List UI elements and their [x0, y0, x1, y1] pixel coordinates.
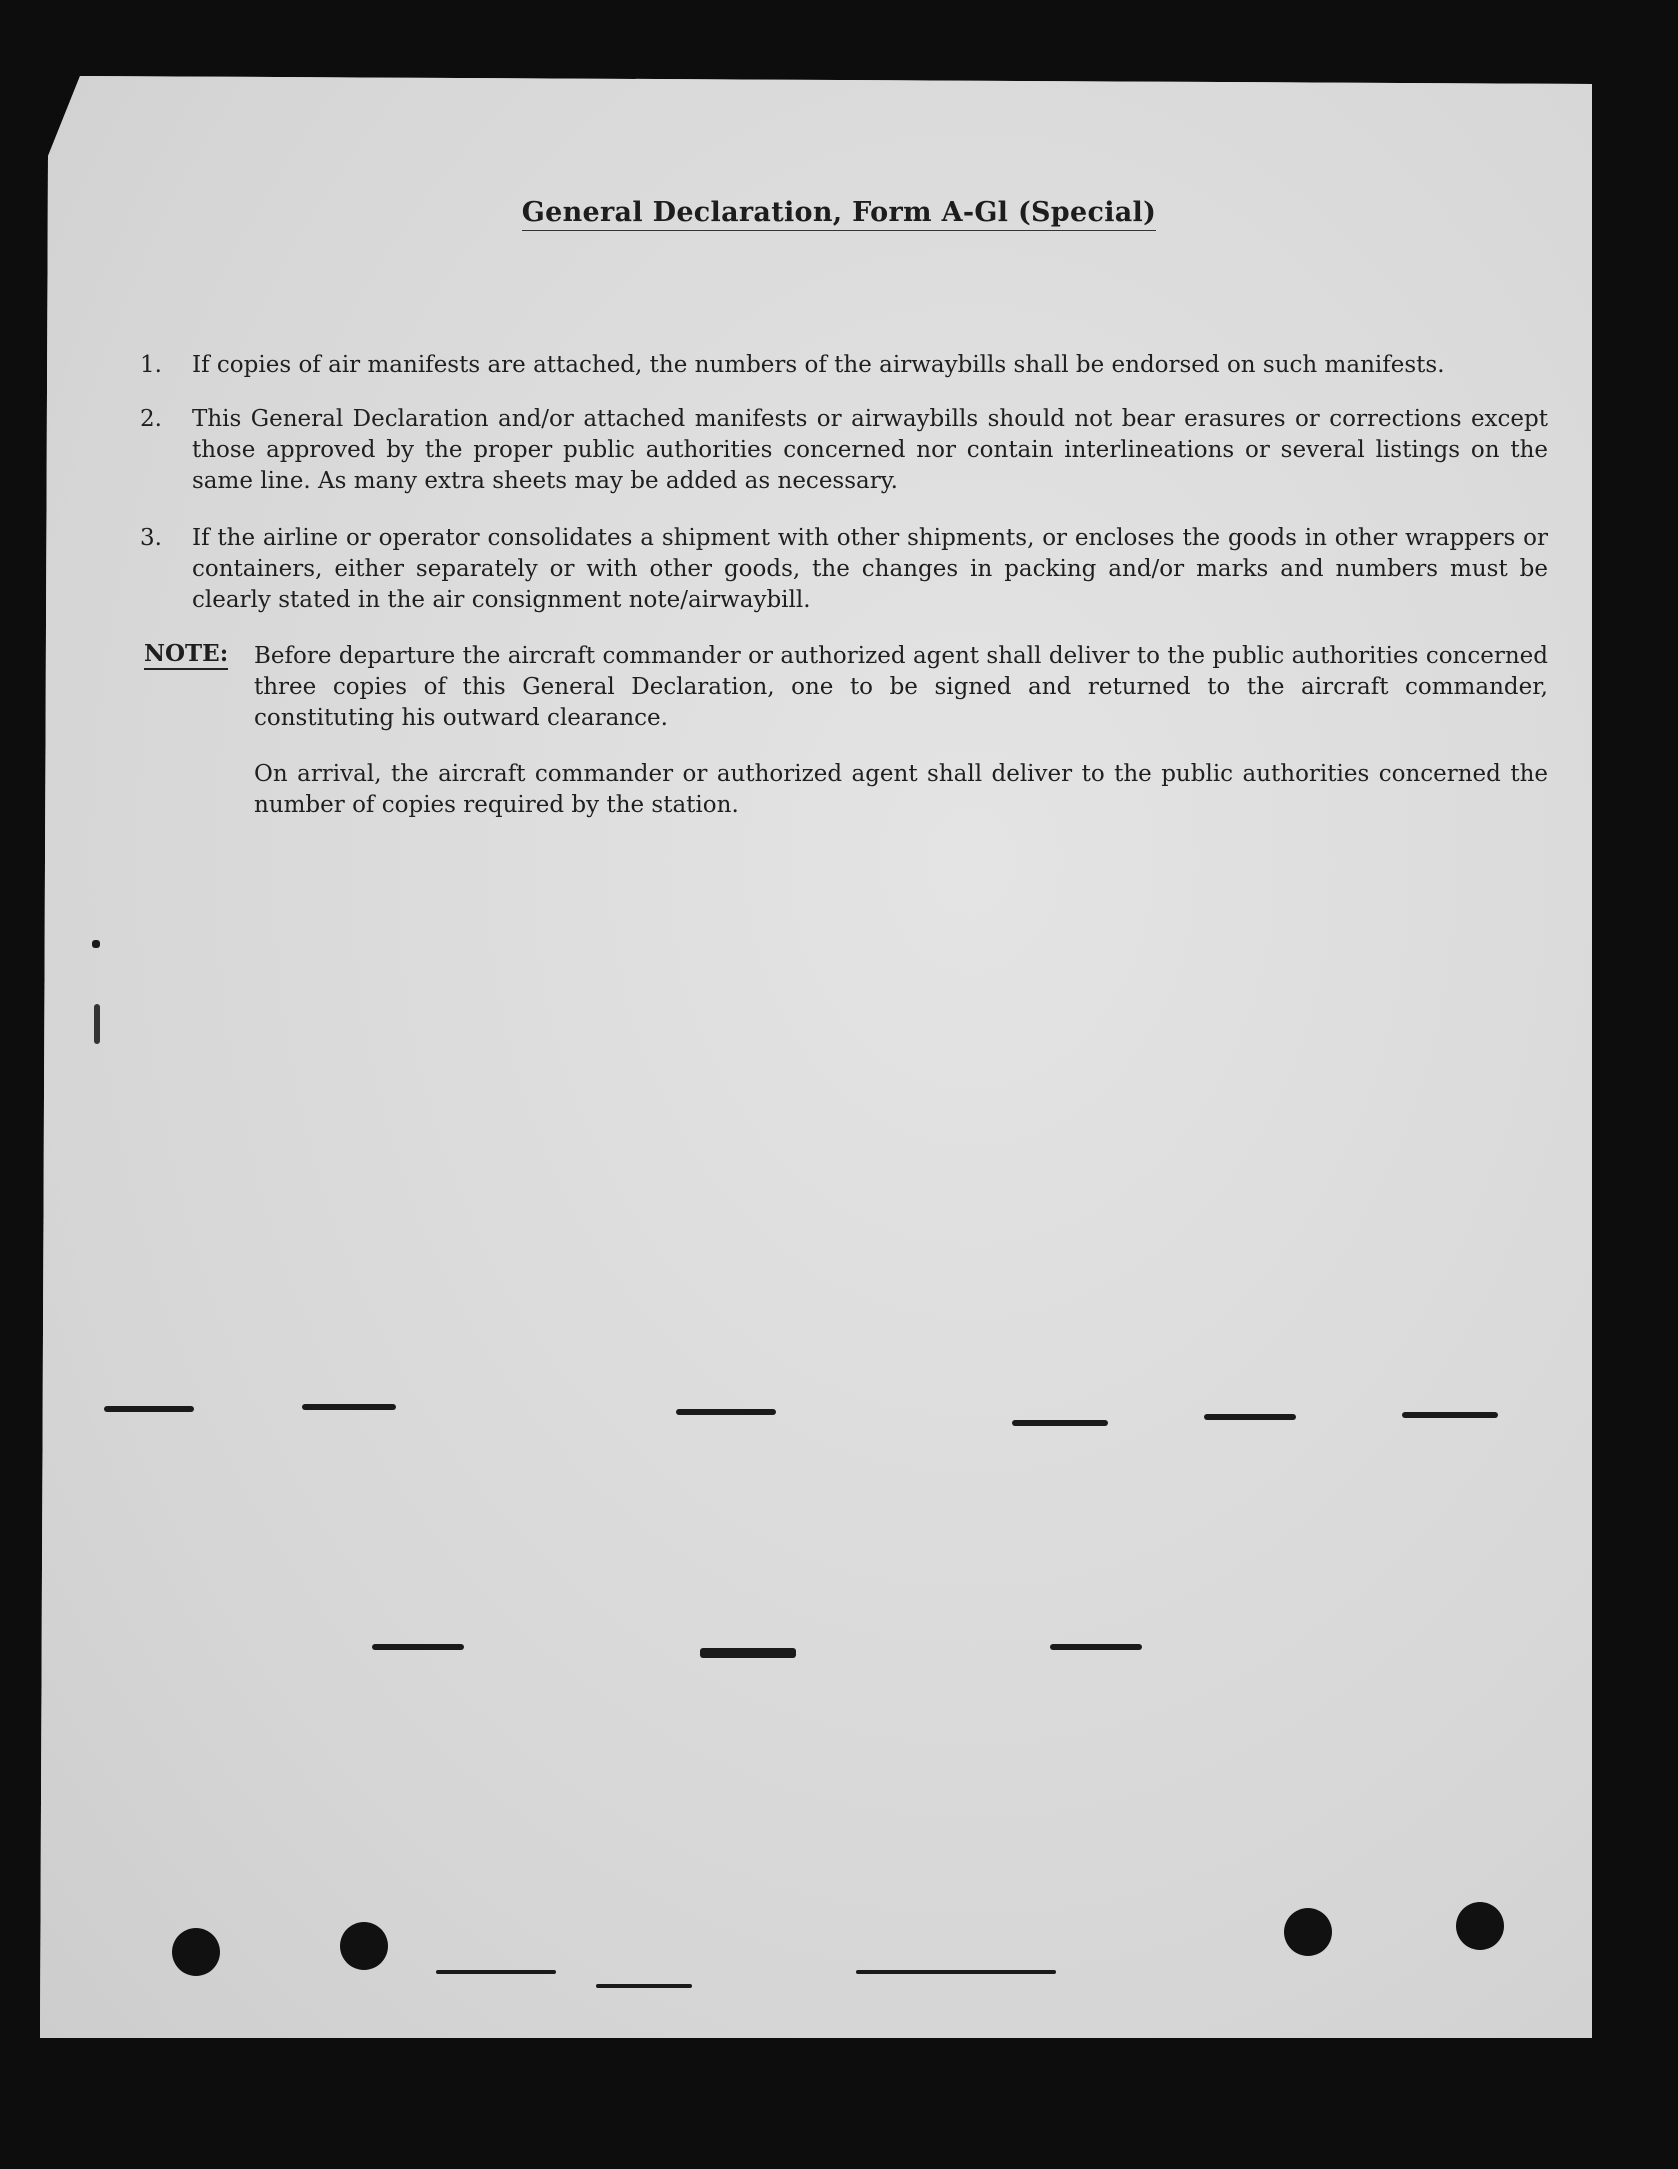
punch-hole [340, 1922, 388, 1970]
item-number: 3. [140, 525, 162, 551]
punch-hole [1456, 1902, 1504, 1950]
item-text: If copies of air manifests are attached, the numbers of the airwaybills shall be endorsed on such manifests. [192, 352, 1445, 378]
document-title [0, 197, 1678, 228]
speck-mark [436, 1970, 556, 1974]
document-title-text: General Declaration, Form A-Gl (Special) [522, 197, 1156, 231]
speck-mark [596, 1984, 692, 1988]
item-number: 1. [140, 352, 162, 378]
speck-mark [1402, 1412, 1498, 1418]
item-text: If the airline or operator consolidates a shipment with other shipments, or encloses the goods in other wrappers or containers, either separately or with other goods, the changes in packing and/or marks and numbers must be clearly stated in the air consignment note/airwaybill. [192, 525, 1548, 613]
item-text: This General Declaration and/or attached manifests or airwaybills should not bear erasures or corrections except those approved by the proper public authorities concerned nor contain interlineations or several listings on the same line. As many extra sheets may be added as necessary. [192, 406, 1548, 494]
note-paragraph: On arrival, the aircraft commander or authorized agent shall deliver to the public authorities concerned the number of copies required by the station. [254, 761, 1548, 818]
speck-mark [104, 1406, 194, 1412]
punch-hole [1284, 1908, 1332, 1956]
speck-mark [676, 1409, 776, 1415]
speck-mark [700, 1648, 796, 1658]
item-number: 2. [140, 406, 162, 432]
speck-mark [372, 1644, 464, 1650]
speck-mark [94, 1004, 100, 1044]
note-paragraph: Before departure the aircraft commander or authorized agent shall deliver to the public authorities concerned three copies of this General Declaration, one to be signed and returned to the aircraft commander, constituting his outward clearance. [254, 643, 1548, 731]
speck-mark [1050, 1644, 1142, 1650]
note-label: NOTE: [144, 640, 228, 670]
punch-hole [172, 1928, 220, 1976]
speck-mark [92, 940, 100, 948]
speck-mark [856, 1970, 1056, 1974]
speck-mark [1204, 1414, 1296, 1420]
speck-mark [302, 1404, 396, 1410]
speck-mark [1012, 1420, 1108, 1426]
